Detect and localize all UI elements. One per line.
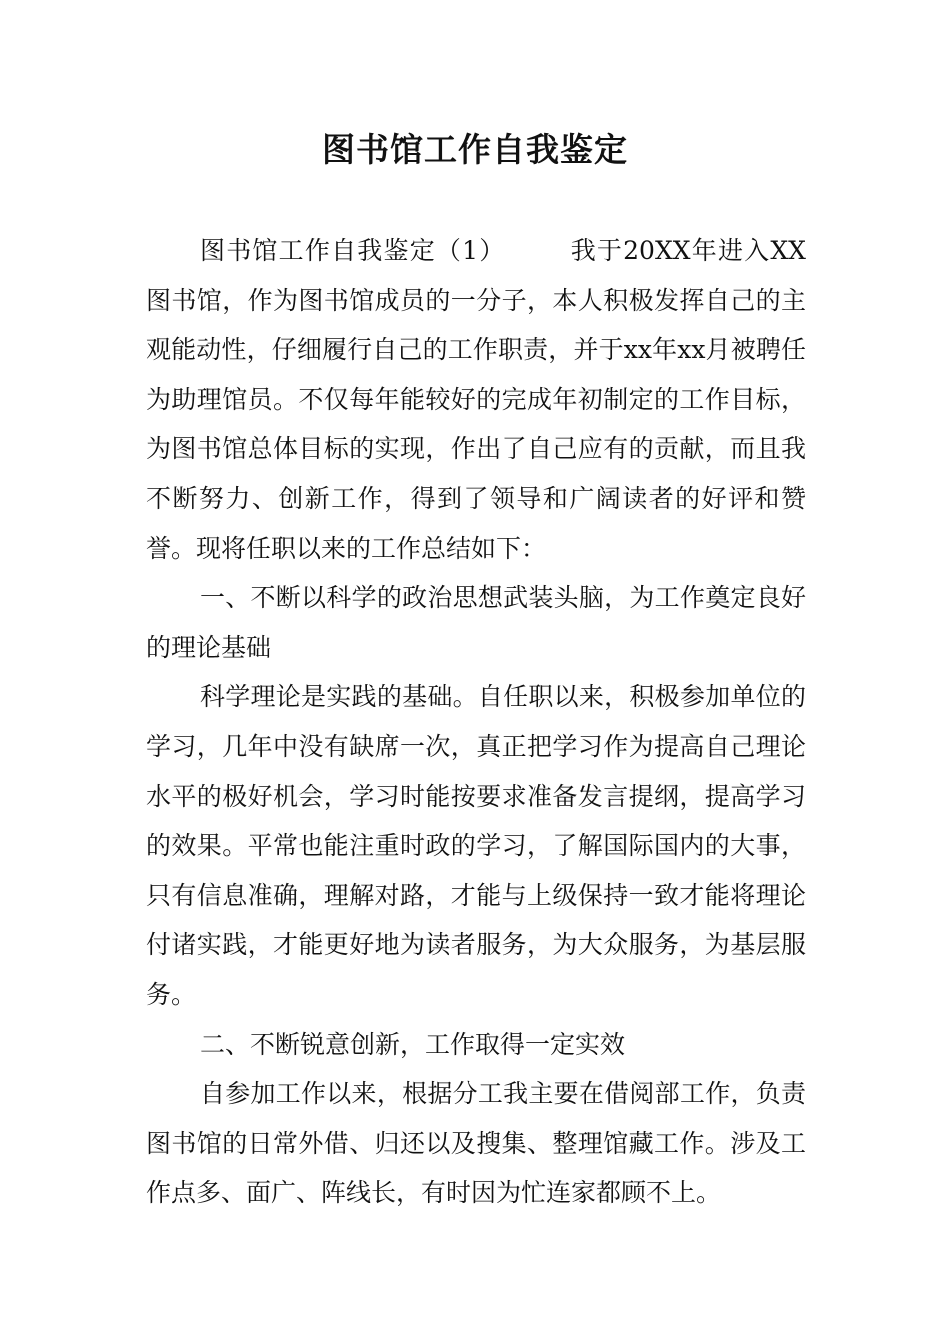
section1-paragraph: 科学理论是实践的基础。自任职以来，积极参加单位的学习，几年中没有缺席一次，真正把学习作为提高自己理论水平的极好机会，学习时能按要求准备发言提纲，提高学习的效果。平常也能注重时政的学习，了解国际国内的大事，只有信息准确，理解对路，才能与上级保持一致才能将理论付诸实践，才能更好地为读者服务，为大众服务，为基层服务。 xyxy=(146,682,806,1009)
intro-heading: 图书馆工作自我鉴定（1） xyxy=(200,236,506,265)
section2-paragraph: 自参加工作以来，根据分工我主要在借阅部工作，负责图书馆的日常外借、归还以及搜集、整理馆藏工作。涉及工作点多、面广、阵线长，有时因为忙连家都顾不上。 xyxy=(146,1079,806,1208)
intro-paragraph xyxy=(146,226,806,573)
document-title: 图书馆工作自我鉴定 xyxy=(322,130,628,169)
section1-heading: 一、不断以科学的政治思想武装头脑，为工作奠定良好的理论基础 xyxy=(146,583,806,662)
document-body xyxy=(146,226,806,1218)
intro-text: 我于20XX年进入XX图书馆，作为图书馆成员的一分子，本人积极发挥自己的主观能动性，仔细履行自己的工作职责，并于xx年xx月被聘任为助理馆员。不仅每年能较好的完成年初制定的工作目标，为图书馆总体目标的实现，作出了自己应有的贡献，而且我不断努力、创新工作，得到了领导和广阔读者的好评和赞誉。现将任职以来的工作总结如下： xyxy=(146,236,806,563)
section2-heading: 二、不断锐意创新，工作取得一定实效 xyxy=(200,1029,626,1059)
